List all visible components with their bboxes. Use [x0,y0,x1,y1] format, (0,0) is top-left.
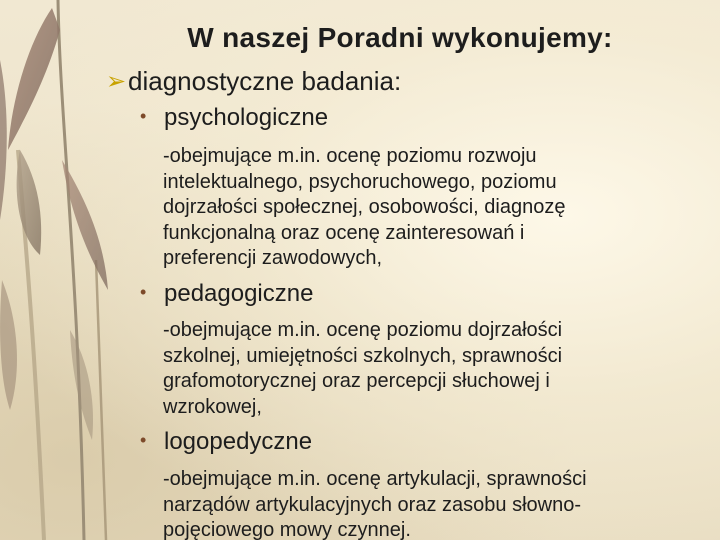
round-bullet-icon: • [140,106,147,126]
sub-item-psychologiczne [140,104,328,132]
round-bullet-icon: • [140,430,147,450]
round-bullet-icon: • [140,282,147,302]
sub-item-pedagogiczne [140,280,313,308]
main-list-item [106,66,401,97]
sub-item-label: pedagogiczne [164,280,314,307]
sub-item-description: -obejmujące m.in. ocenę artykulacji, sprawności narządów artykulacyjnych oraz zasobu słowno- pojęciowego mowy czynnej. [163,468,587,540]
main-list-item-label: diagnostyczne badania: [128,66,402,96]
sub-item-description: -obejmujące m.in. ocenę poziomu rozwoju intelektualnego, psychoruchowego, poziomu dojrzałości społecznej, osobowości, diagnozę funkcjonalną oraz ocenę zainteresowań i preferencji zawodowych, [163,145,566,269]
sub-item-label: logopedyczne [164,428,313,455]
arrow-bullet-icon: ➢ [106,68,127,95]
sub-item-logopedyczne [140,428,312,456]
sub-item-description: -obejmujące m.in. ocenę poziomu dojrzałości szkolnej, umiejętności szkolnych, sprawności grafomotorycznej oraz percepcji słuchowej i wzrokowej, [163,319,563,418]
sub-item-label: psychologiczne [164,104,329,131]
slide-title: W naszej Poradni wykonujemy: [187,22,613,53]
